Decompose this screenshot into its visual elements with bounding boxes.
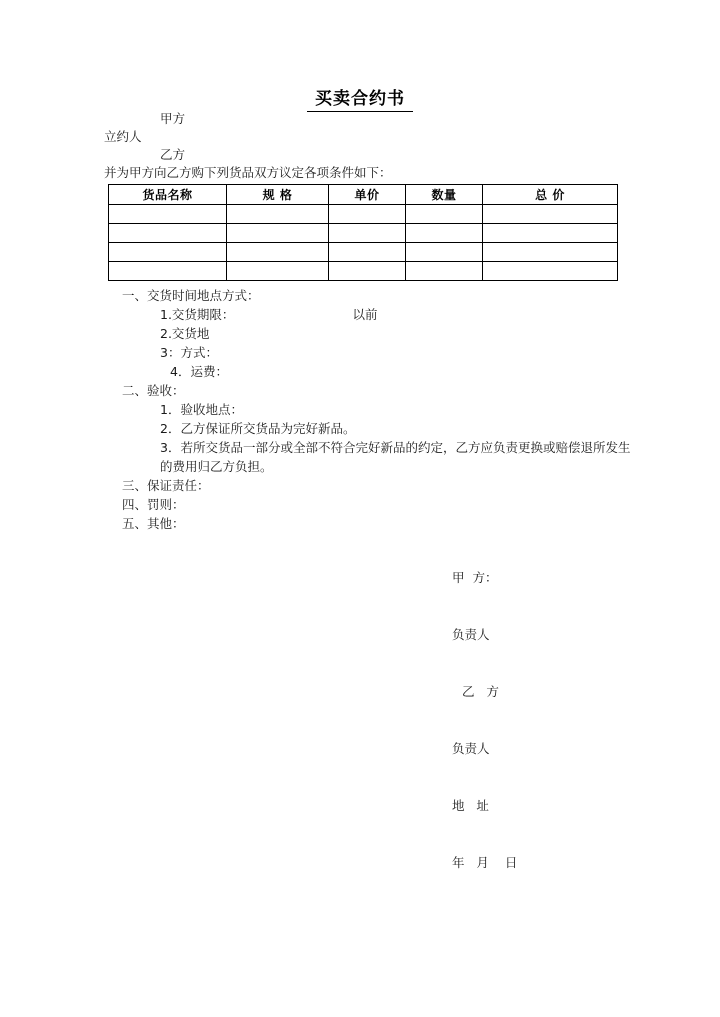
signature-party-a[interactable]: 甲 方： [452,570,498,585]
clause-1-item-4: 4．运费： [170,364,228,379]
cell-total[interactable] [483,243,618,262]
cell-total[interactable] [483,224,618,243]
cell-price[interactable] [329,205,406,224]
cell-price[interactable] [329,262,406,281]
clause-1-item-3: 3：方式： [160,345,218,360]
cell-total[interactable] [483,205,618,224]
cell-spec[interactable] [227,243,329,262]
signature-party-b[interactable]: 乙 方 [462,684,499,699]
cell-qty[interactable] [406,205,483,224]
cell-price[interactable] [329,243,406,262]
cell-name[interactable] [109,205,227,224]
clause-4-heading: 四、罚则： [122,497,185,512]
column-header-total: 总 价 [483,185,618,205]
party-b-label: 乙方 [160,147,186,162]
party-a-label: 甲方 [160,111,186,126]
column-header-name: 货品名称 [109,185,227,205]
signature-date[interactable]: 年 月 日 [452,855,518,870]
column-header-spec: 规 格 [227,185,329,205]
clause-3-heading: 三、保证责任： [122,478,210,493]
table-row [109,243,618,262]
cell-name[interactable] [109,224,227,243]
cell-spec[interactable] [227,205,329,224]
cell-name[interactable] [109,262,227,281]
cell-total[interactable] [483,262,618,281]
cell-qty[interactable] [406,224,483,243]
cell-spec[interactable] [227,262,329,281]
clause-5-heading: 五、其他： [122,516,185,531]
cell-price[interactable] [329,224,406,243]
cell-qty[interactable] [406,243,483,262]
clauses-section [104,286,634,533]
clause-1-heading: 一、交货时间地点方式： [122,288,260,303]
clause-2-item-2: 2．乙方保证所交货品为完好新品。 [160,421,356,436]
column-header-qty: 数量 [406,185,483,205]
table-row [109,262,618,281]
cell-qty[interactable] [406,262,483,281]
table-header-row [109,185,618,205]
signature-responsible-b[interactable]: 负责人 [452,741,490,756]
clause-1-item-2: 2.交货地 [160,326,210,341]
clause-2-item-3: 3．若所交货品一部分或全部不符合完好新品的约定，乙方应负责更换或赔偿退所发生的费用归乙方负担。 [160,440,631,474]
page-title-text: 买卖合约书 [307,84,413,112]
clause-1-item-1-tail: 以前 [352,307,378,322]
signature-block [452,530,517,910]
table-row [109,224,618,243]
signature-responsible-a[interactable]: 负责人 [452,627,490,642]
clause-1-item-1 [104,305,634,324]
table-row [109,205,618,224]
clause-2-item-1: 1．验收地点： [160,402,243,417]
party-block [104,110,504,164]
contractor-label: 立约人 [104,129,142,144]
clause-1-item-1-text: 1.交货期限： [160,307,235,322]
goods-table [108,184,618,281]
column-header-price: 单价 [329,185,406,205]
clause-2-heading: 二、验收： [122,383,185,398]
signature-address[interactable]: 地 址 [452,798,489,813]
cell-name[interactable] [109,243,227,262]
cell-spec[interactable] [227,224,329,243]
page-title [0,84,720,112]
intro-sentence: 并为甲方向乙方购下列货品双方议定各项条件如下： [104,165,392,180]
